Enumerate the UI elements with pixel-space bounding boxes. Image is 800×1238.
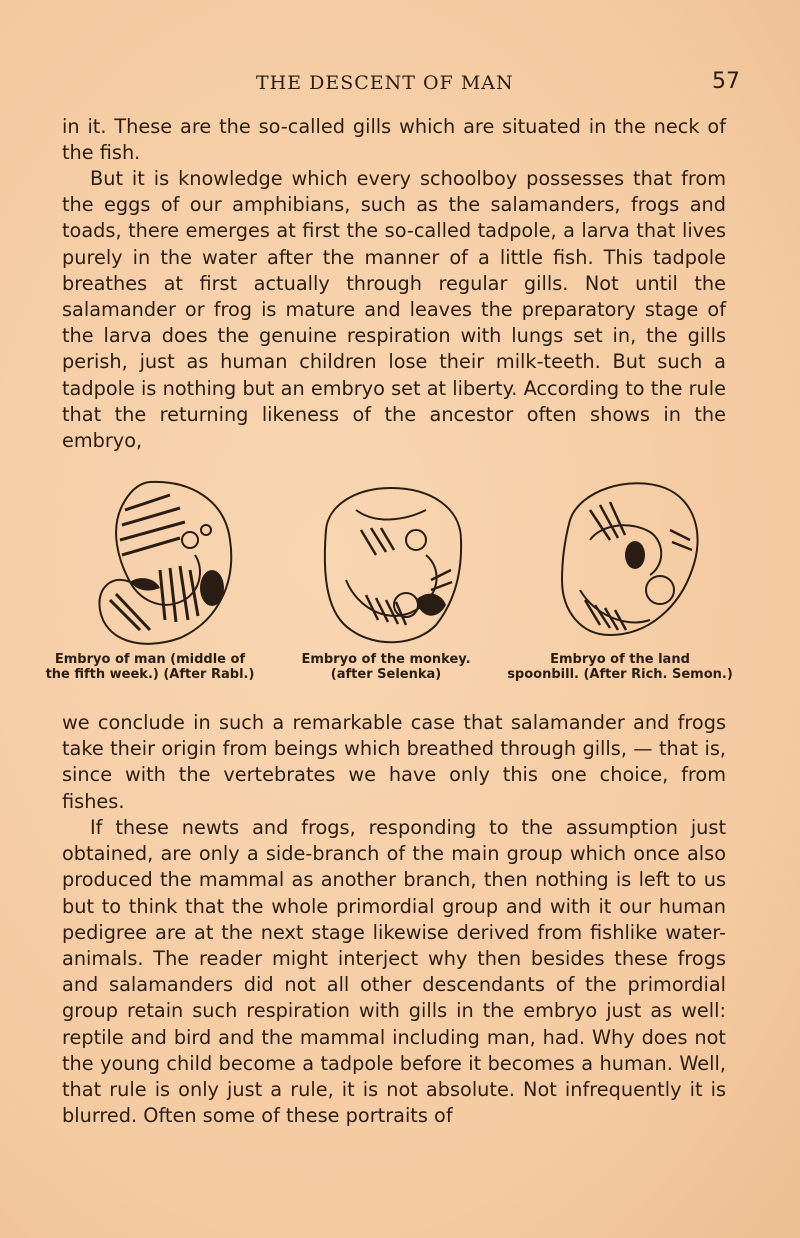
caption-line: the fifth week.) (After Rabl.) xyxy=(45,667,255,682)
paragraph: If these newts and frogs, responding to the assumption just obtained, are only a side-branch of the main group which once also produced the mammal as another branch, then nothing is left to us but to think that the whole primordial group and with it our human pedigree are at the next stage likewise derived from fishlike water-animals. The reader might interject why then besides these frogs and salamanders did not all other descendants of the primordial group retain such respiration with gills in the embryo just as well: reptile and bird and the mammal including man, had. Why does not the young child become a tadpole before it becomes a human. Well, that rule is only just a rule, it is not absolute. Not infrequently it is blurred. Often some of these portraits of xyxy=(62,816,726,1128)
figure-caption xyxy=(30,652,270,682)
running-title: THE DESCENT OF MAN xyxy=(256,72,514,94)
spoonbill-embryo-illustration xyxy=(500,470,740,650)
paragraph: we conclude in such a remarkable case that salamander and frogs take their origin from beings which breathed through gills, — that is, since with the vertebrates we have only this one choice, from fishes. xyxy=(62,711,726,813)
caption-line: Embryo of the land xyxy=(550,652,690,667)
paragraph: in it. These are the so-called gills which are situated in the neck of the fish. xyxy=(62,115,726,165)
figure-human-embryo xyxy=(30,470,270,695)
paragraph: But it is knowledge which every schoolboy possesses that from the eggs of our amphibians, such as the salamanders, frogs and toads, there emerges at first the so-called tadpole, a larva that lives purely in the water after the manner of a little fish. This tadpole breathes at first actually through regular gills. Not until the salamander or frog is mature and leaves the preparatory stage of the larva does the genuine respiration with lungs set in, the gills perish, just as human children lose their milk-teeth. But such a tadpole is nothing but an embryo set at liberty. According to the rule that the returning likeness of the ancestor often shows in the embryo, xyxy=(62,167,726,453)
figure-monkey-embryo xyxy=(266,470,506,695)
caption-line: spoonbill. (After Rich. Semon.) xyxy=(507,667,733,682)
caption-line: Embryo of the monkey. xyxy=(301,652,471,667)
monkey-embryo-illustration xyxy=(266,470,506,650)
page-header xyxy=(60,69,740,102)
figure-caption xyxy=(500,652,740,682)
caption-line: (after Selenka) xyxy=(330,667,442,682)
caption-line: Embryo of man (middle of xyxy=(54,652,246,667)
page-number: 57 xyxy=(712,69,740,94)
figure-caption xyxy=(266,652,506,682)
human-embryo-illustration xyxy=(30,470,270,650)
figure-spoonbill-embryo xyxy=(500,470,740,695)
